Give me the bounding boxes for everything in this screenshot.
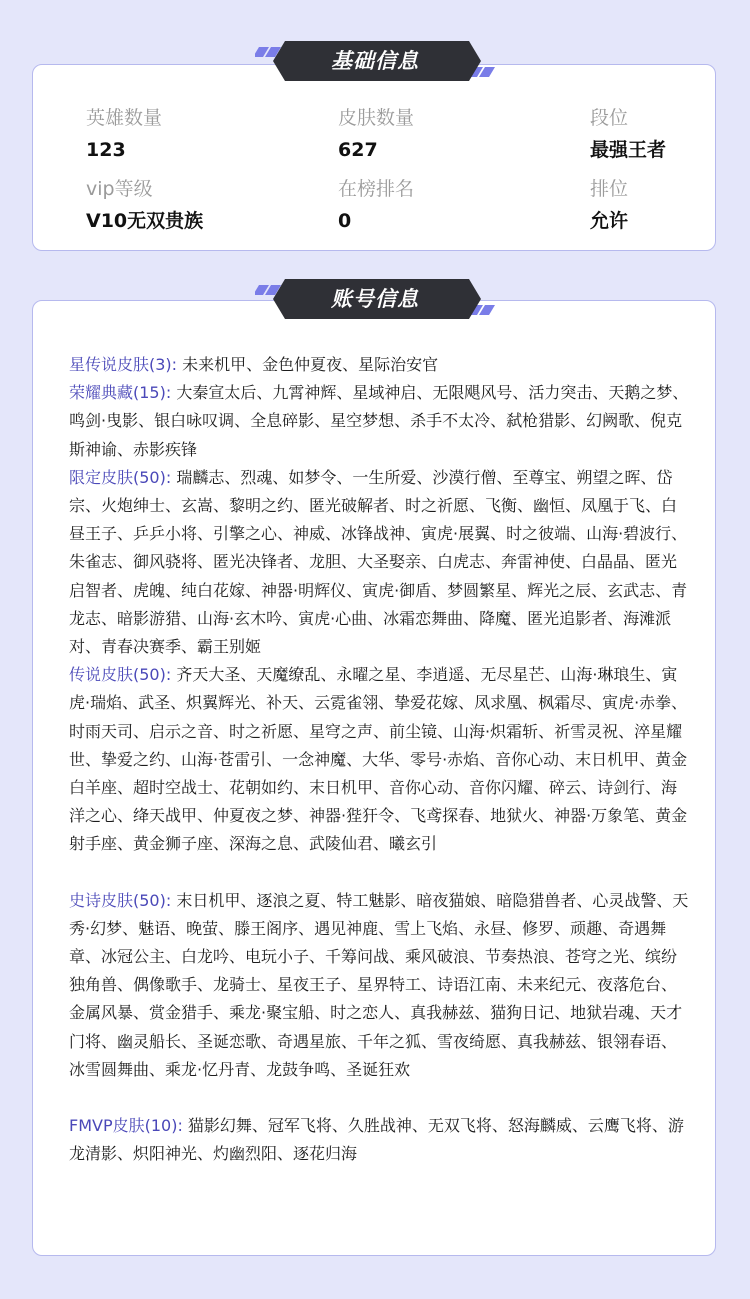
section-banner-account (255, 277, 495, 321)
stat-label: 皮肤数量 (338, 107, 415, 129)
stat-hero-count (86, 106, 162, 162)
stat-label: 段位 (590, 107, 629, 129)
stat-value: 0 (338, 210, 352, 232)
skin-items: 末日机甲、逐浪之夏、特工魅影、暗夜猫娘、暗隐猎兽者、心灵战警、天秀·幻梦、魅语、晚萤、滕王阁序、遇见神鹿、雪上飞焰、永昼、修罗、顽趣、奇遇舞章、冰冠公主、白龙吟、电玩小子、千筹问战、乘风破浪、节奏热浪、苍穹之光、缤纷独角兽、偶像歌手、龙骑士、星夜王子、星界特工、诗语江南、未来纪元、夜落危台、金属风暴、赏金猎手、乘龙·聚宝船、时之恋人、真我赫兹、猫狗日记、地狱岩魂、天才门将、幽灵船长、圣诞恋歌、奇遇星旅、千年之狐、雪夜绮愿、真我赫兹、银翎春语、冰雪圆舞曲、乘龙·忆丹青、龙鼓争鸣、圣诞狂欢 (69, 890, 689, 1079)
skin-section-fmvp (69, 1112, 691, 1168)
skin-category-label: 史诗皮肤(50): (69, 890, 172, 910)
skin-items: 猫影幻舞、冠军飞将、久胜战神、无双飞将、怒海麟威、云鹰飞将、游龙清影、炽阳神光、灼幽烈阳、逐花归海 (69, 1116, 684, 1164)
stat-value: 最强王者 (590, 139, 667, 161)
skin-section-limited (69, 464, 691, 661)
stat-label: 排位 (590, 178, 629, 200)
stat-rank-tier (590, 106, 666, 162)
stat-value: 允许 (590, 210, 629, 232)
skin-category-label: FMVP皮肤(10): (69, 1116, 183, 1136)
skin-section-legend (69, 661, 691, 858)
skin-category-label: 荣耀典藏(15): (69, 383, 172, 403)
skin-items: 齐天大圣、天魔缭乱、永曜之星、李逍遥、无尽星芒、山海·琳琅生、寅虎·瑞焰、武圣、炽翼辉光、补天、云霓雀翎、挚爱花嫁、凤求凰、枫霜尽、寅虎·赤拳、时雨天司、启示之音、时之祈愿、星穹之声、前尘镜、山海·炽霜斩、祈雪灵祝、淬星耀世、挚爱之约、山海·苍雷引、一念神魔、大华、零号·赤焰、音你心动、末日机甲、黄金白羊座、超时空战士、花朝如约、末日机甲、音你心动、音你闪耀、碎云、诗剑行、海洋之心、绛天战甲、仲夏夜之梦、神器·狴犴令、飞鸢探春、地狱火、神器·万象笔、黄金射手座、黄金狮子座、深海之息、武陵仙君、曦玄引 (69, 665, 688, 854)
skin-list (69, 351, 691, 1168)
stat-value: V10无双贵族 (86, 210, 204, 232)
stat-ranked-allowed (590, 177, 628, 233)
skin-section-epic (69, 887, 691, 1084)
section-title: 账号信息 (331, 287, 419, 311)
section-banner-basic (255, 39, 495, 83)
skin-category-label: 限定皮肤(50): (69, 467, 172, 487)
stat-value: 627 (338, 139, 378, 161)
skin-section-glory-collection (69, 379, 691, 464)
account-info-card (32, 300, 716, 1256)
skin-items: 大秦宣太后、九霄神辉、星域神启、无限飓风号、活力突击、天鹅之梦、鸣剑·曳影、银白咏叹调、全息碎影、星空梦想、杀手不太冷、弑枪猎影、幻阙歌、倪克斯神谕、赤影疾锋 (69, 383, 689, 459)
skin-section-star-legend (69, 351, 691, 379)
section-spacer (69, 1084, 691, 1112)
skin-category-label: 传说皮肤(50): (69, 665, 172, 685)
stat-label: 在榜排名 (338, 178, 415, 200)
section-title: 基础信息 (331, 49, 419, 73)
stat-skin-count (338, 106, 414, 162)
section-spacer (69, 859, 691, 887)
stat-vip-level (86, 177, 203, 233)
skin-category-label: 星传说皮肤(3): (69, 355, 178, 374)
basic-info-card (32, 64, 716, 251)
stat-label: 英雄数量 (86, 107, 163, 129)
stat-label: vip等级 (86, 178, 153, 200)
stat-value: 123 (86, 139, 126, 161)
skin-items: 瑞麟志、烈魂、如梦令、一生所爱、沙漠行僧、至尊宝、朔望之晖、岱宗、火炮绅士、玄嵩、黎明之约、匿光破解者、时之祈愿、飞衡、幽恒、凤凰于飞、白昼王子、乒乒小将、引擎之心、神威、冰锋战神、寅虎·展翼、时之彼端、山海·碧波行、朱雀志、御风骁将、匿光决锋者、龙胆、大圣娶亲、白虎志、奔雷神使、白晶晶、匿光启智者、虎魄、纯白花嫁、神器·明辉仪、寅虎·御盾、梦圆繁星、辉光之辰、玄武志、青龙志、暗影游猎、山海·玄木吟、寅虎·心曲、冰霜恋舞曲、降魔、匿光追影者、海滩派对、青春决赛季、霸王别姬 (69, 467, 688, 657)
stat-leaderboard-rank (338, 177, 414, 233)
skin-items: 未来机甲、金色仲夏夜、星际治安官 (177, 355, 439, 374)
